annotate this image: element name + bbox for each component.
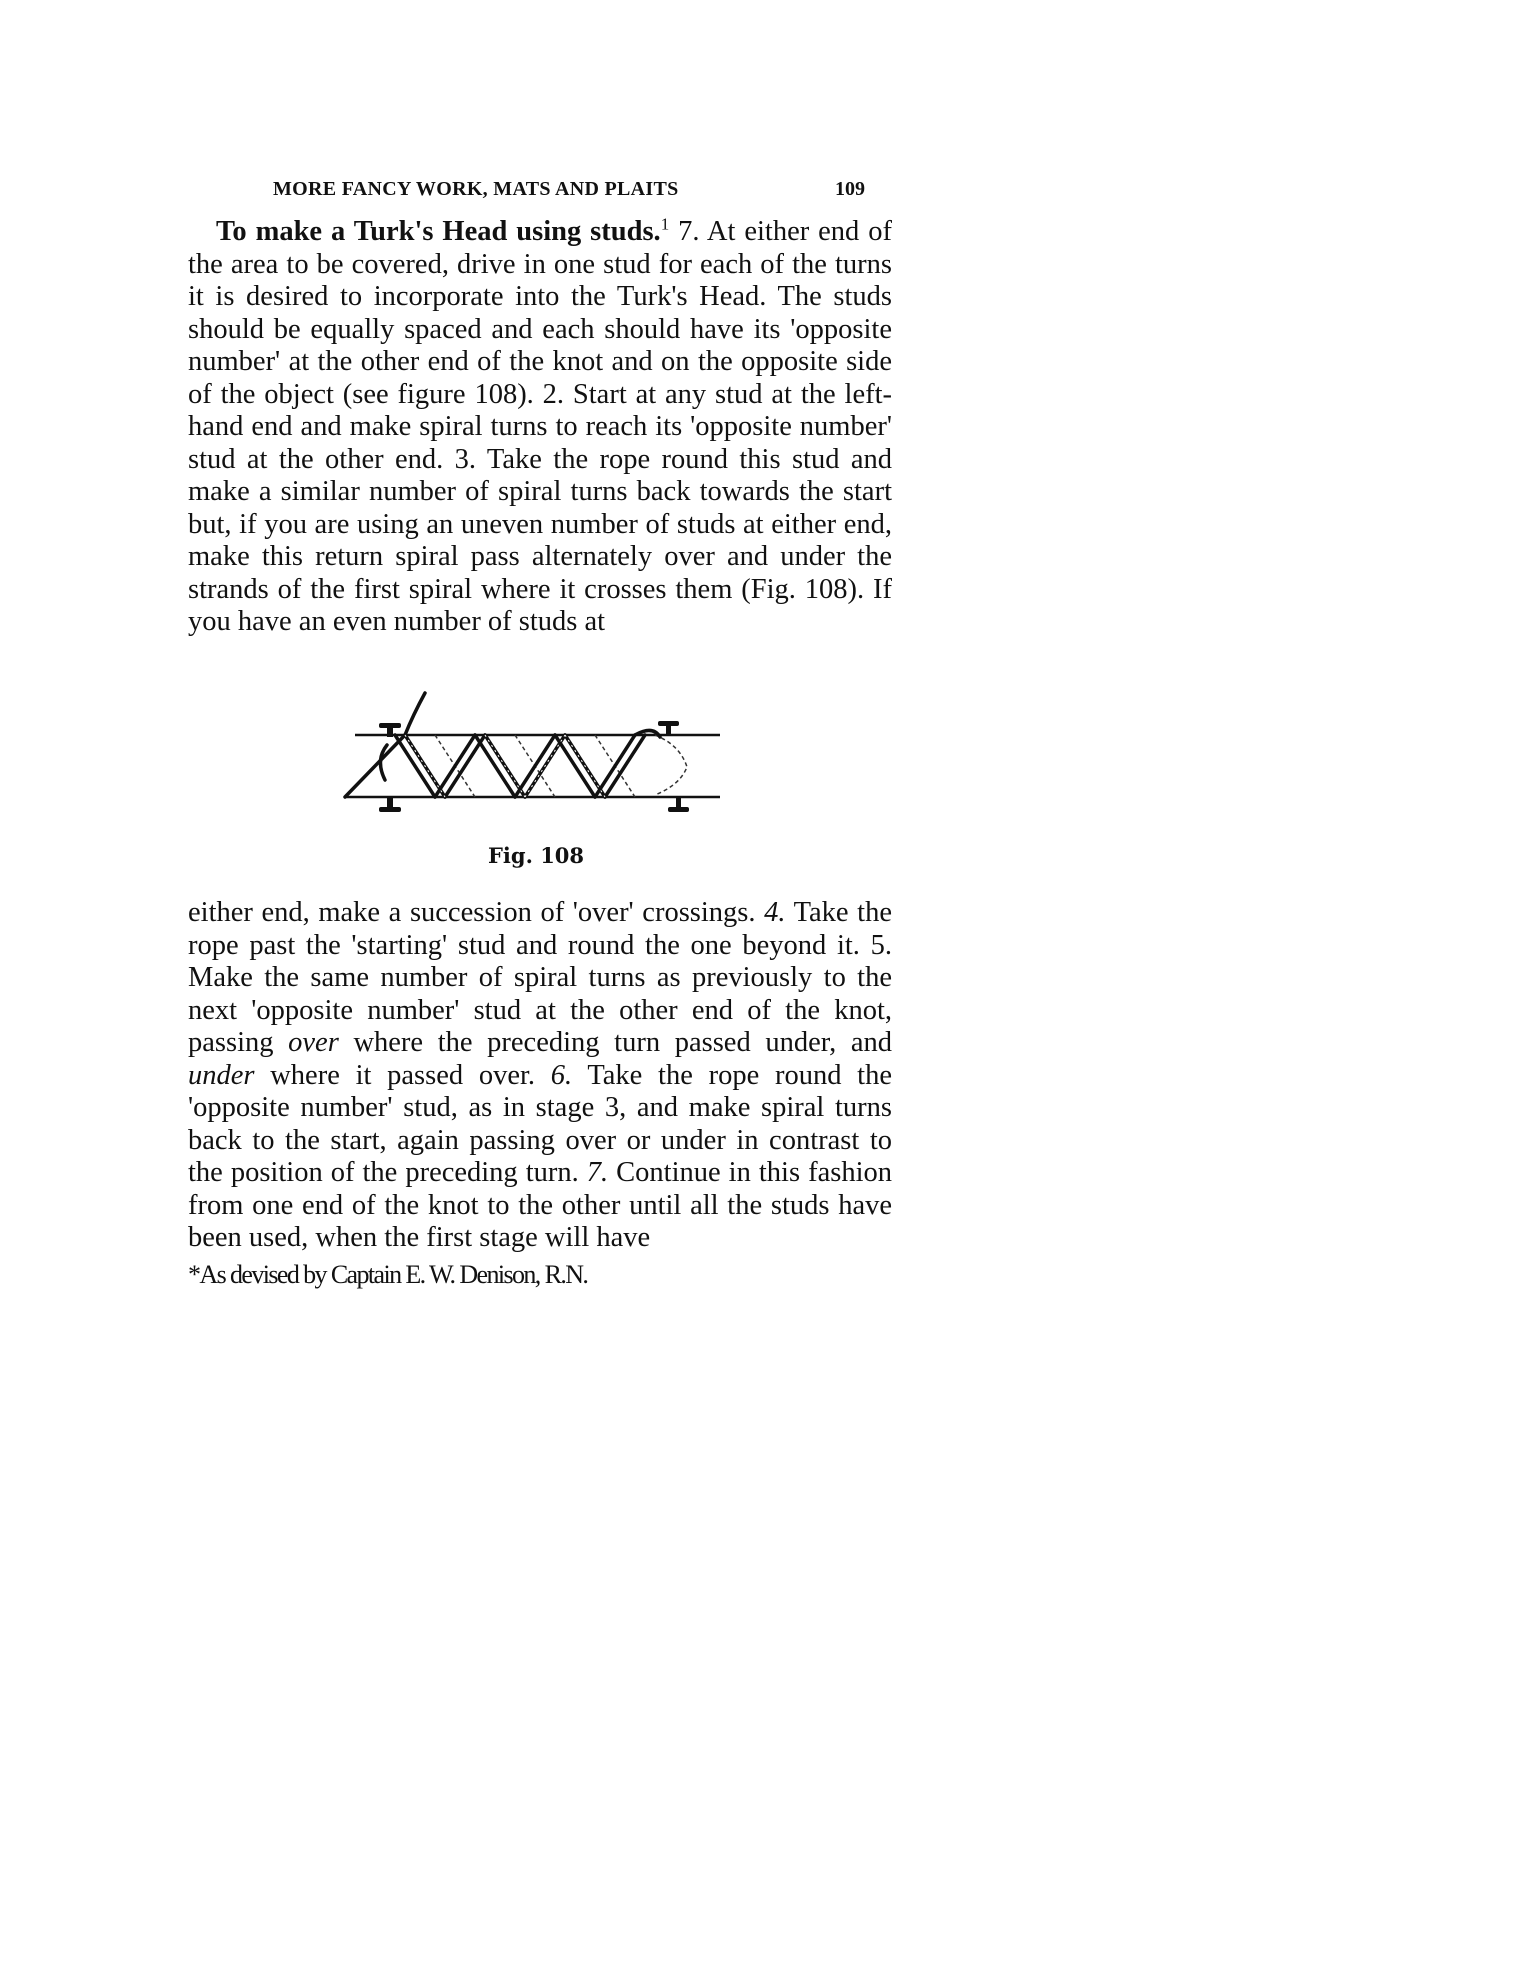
- paragraph-text: Take the rope past the 'starting' stud and round the one beyond it. 5. Make the same number of spiral turns as previously to the next 'opposite number' stud at the other end of the knot, passing: [188, 897, 892, 1058]
- paragraph-text: 7. At either end of the area to be covered, drive in one stud for each of the turns it is desired to incorporate into the Turk's Head. The studs should be equally spaced and each should have its 'opposite number' at the other end of the knot and on the opposite side of the object (see figure 108). 2. Start at any stud at the left-hand end and make spiral turns to reach its 'opposite number' stud at the other end. 3. Take the rope round this stud and make a similar number of spiral turns back towards the start but, if you are using an uneven number of studs at either end, make this return spiral pass alternately over and under the strands of the first spiral where it crosses them (Fig. 108). If you have an even number of studs at: [188, 216, 892, 637]
- step-number: 6.: [550, 1059, 573, 1091]
- paragraph-text: where it passed over.: [254, 1059, 551, 1091]
- emphasis-under: under: [188, 1059, 255, 1091]
- running-header: [273, 178, 865, 208]
- footnote: *As devised by Captain E. W. Denison, R.N.: [188, 1260, 588, 1289]
- paragraph-text: either end, make a succession of 'over' crossings.: [188, 897, 765, 928]
- step-number: 7.: [586, 1157, 609, 1188]
- section-title: To make a Turk's Head using studs.: [216, 216, 661, 247]
- emphasis-over: over: [288, 1027, 339, 1058]
- footnote-mark: 1: [660, 214, 670, 234]
- step-number: 4.: [764, 897, 786, 928]
- paragraph-text: Take the rope round the 'opposite number' stud, as in stage 3, and make spiral turns back to the start, again passing over or under in contrast to the position of the preceding turn.: [188, 1059, 892, 1188]
- paragraph-turks-head-intro: [188, 216, 892, 639]
- figure-caption: Fig. 108: [488, 843, 585, 868]
- paragraph-text: Continue in this fashion from one end of the knot to the other until all the studs have been used, when the first stage will have: [188, 1157, 892, 1253]
- running-title: MORE FANCY WORK, MATS AND PLAITS: [273, 178, 679, 200]
- page-number: 109: [835, 178, 865, 200]
- paragraph-text: where the preceding turn passed under, and: [338, 1027, 893, 1058]
- paragraph-continued: [188, 897, 892, 1255]
- turks-head-studs-illustration: [335, 685, 735, 815]
